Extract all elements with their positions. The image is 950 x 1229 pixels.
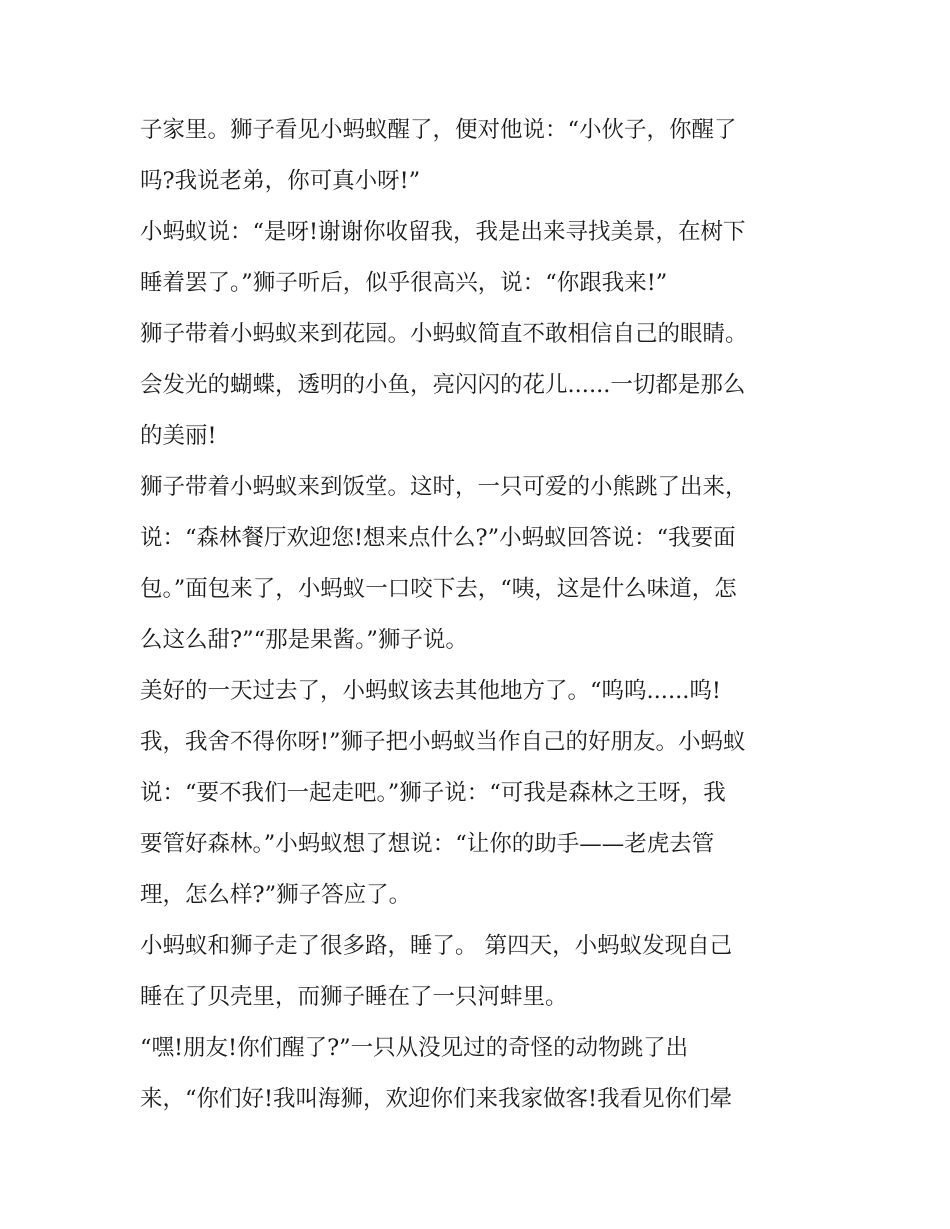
text-line: 小蚂蚁说：“是呀!谢谢你收留我，我是出来寻找美景，在树下 [140, 219, 746, 245]
text-line: 么这么甜?”“那是果酱。”狮子说。 [140, 627, 468, 653]
text-line: 睡着罢了。”狮子听后，似乎很高兴，说：“你跟我来!” [140, 270, 668, 296]
text-line: 会发光的蝴蝶，透明的小鱼，亮闪闪的花儿......一切都是那么 [140, 372, 746, 398]
text-line: 的美丽! [140, 423, 217, 449]
text-line: 要管好森林。”小蚂蚁想了想说：“让你的助手——老虎去管 [140, 831, 715, 857]
text-line: 说：“森林餐厅欢迎您!想来点什么?”小蚂蚁回答说：“我要面 [140, 525, 736, 551]
text-line: 说：“要不我们一起走吧。”狮子说：“可我是森林之王呀，我 [140, 780, 726, 806]
text-line: 吗?我说老弟，你可真小呀!” [140, 168, 421, 194]
story-text [140, 105, 820, 1125]
text-line: 睡在了贝壳里，而狮子睡在了一只河蚌里。 [140, 984, 568, 1010]
text-line: “嘿!朋友!你们醒了?”一只从没见过的奇怪的动物跳了出 [140, 1035, 689, 1061]
text-line: 包。”面包来了，小蚂蚁一口咬下去，“咦，这是什么味道，怎 [140, 576, 737, 602]
text-line: 理，怎么样?”狮子答应了。 [140, 882, 412, 908]
text-line: 小蚂蚁和狮子走了很多路，睡了。 第四天，小蚂蚁发现自己 [140, 933, 733, 959]
text-line: 狮子带着小蚂蚁来到饭堂。这时，一只可爱的小熊跳了出来， [140, 474, 748, 500]
text-line: 狮子带着小蚂蚁来到花园。小蚂蚁简直不敢相信自己的眼睛。 [140, 321, 748, 347]
text-line: 美好的一天过去了，小蚂蚁该去其他地方了。“呜呜......呜! [140, 678, 721, 704]
text-line: 来，“你们好!我叫海狮，欢迎你们来我家做客!我看见你们晕 [140, 1086, 733, 1112]
text-line: 子家里。狮子看见小蚂蚁醒了，便对他说：“小伙子，你醒了 [140, 117, 737, 143]
text-line: 我，我舍不得你呀!”狮子把小蚂蚁当作自己的好朋友。小蚂蚁 [140, 729, 746, 755]
